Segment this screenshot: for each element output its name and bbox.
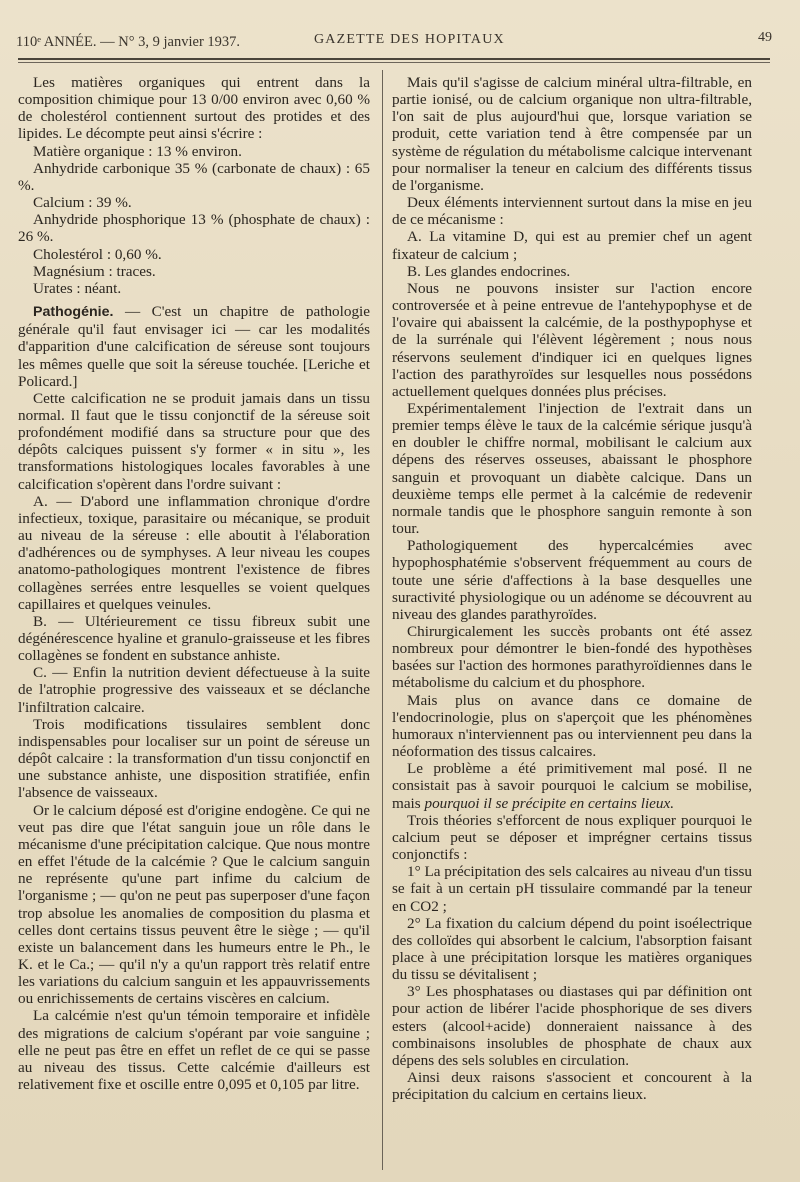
section-text: — C'est un chapitre de pathologie générale qu'il faut envisager ici — car les modalités d'apparition d'une calcification de séreuse sont toujours les mêmes quelle que soit la séreuse touchée. [Leriche et Policard.]	[18, 303, 370, 390]
paragraph: Mais plus on avance dans ce domaine de l'endocrinologie, plus on s'aperçoit que les phénomènes humoraux n'interviennent pas ou interviennent peu dans la néoformation des tissus calcaires.	[392, 691, 752, 761]
paragraph	[392, 760, 752, 811]
journal-title: GAZETTE DES HOPITAUX	[314, 32, 505, 47]
list-item: Matière organique : 13 % environ.	[33, 142, 242, 160]
paragraph: A. — D'abord une inflammation chronique d'ordre infectieux, toxique, parasitaire ou mécanique, se produit au niveau de la séreuse : elle aboutit à l'élaboration d'adhérences ou de symphyses. A leur niveau les coupes anatomo-pathologiques montrent l'existence de fibres collagènes serrées entre lesquelles se voient quelques capillaires et quelques veinules.	[18, 492, 370, 613]
paragraph: Deux éléments interviennent surtout dans la mise en jeu de ce mécanisme :	[392, 194, 752, 229]
paragraph: Ainsi deux raisons s'associent et concourent à la précipitation du calcium en certains lieux.	[392, 1069, 752, 1104]
paragraph: Expérimentalement l'injection de l'extrait dans un premier temps élève le taux de la calcémie sérique jusqu'à en doubler le chiffre normal, mobilisant le calcium aux dépens des réserves osseuses, abaissant le phosphore sanguin et provoquant un diabète calcique. Dans un deuxième temps elle permet à la calcémie de redevenir normale tandis que le phosphore sanguin remonte à son tour.	[392, 399, 752, 538]
issue-info: 110ᵉ ANNÉE. — N° 3, 9 janvier 1937.	[16, 34, 241, 50]
paragraph: Nous ne pouvons insister sur l'action encore controversée et à peine entrevue de l'antehypophyse et de l'ovaire qui abaissent la calcémie, de la posthypophyse et de la surrénale qui l'élèvent légèrement ; nous nous réservons seulement d'indiquer ici en quelques lignes l'action des parathyroïdes sur lesquelles nous possédons actuellement quelques données plus précises.	[392, 279, 752, 400]
paragraph: Cette calcification ne se produit jamais dans un tissu normal. Il faut que le tissu conjonctif de la séreuse soit profondément modifié dans sa structure pour que des dépôts calciques puissent s'y former « in situ », les transformations histologiques locales favorables à une calcification s'opèrent dans l'ordre suivant :	[18, 389, 370, 493]
paragraph: Chirurgicalement les succès probants ont été assez nombreux pour démontrer le bien-fondé des hypothèses basées sur l'action des hormones parathyroïdiennes dans le métabolisme du calcium et du phosphore.	[392, 623, 752, 692]
list-item: Anhydride phosphorique 13 % (phosphate de chaux) : 26 %.	[18, 211, 370, 246]
paragraph: Trois théories s'efforcent de nous expliquer pourquoi le calcium peut se déposer et imprégner certains tissus conjonctifs :	[392, 811, 752, 864]
section-title: Pathogénie.	[33, 304, 114, 321]
text-run: Le problème a été primitivement mal posé. Il ne consistait pas à savoir pourquoi le calcium se mobilise, mais	[392, 760, 752, 812]
theory-item: 3° Les phosphatases ou diastases qui par définition ont pour action de libérer l'acide phosphorique de ses divers esters (alcool+acide) donneraient naissance à des combinaisons insolubles de phosphate de chaux aux dépens des sels solubles en circulation.	[392, 983, 752, 1069]
paragraph: Mais qu'il s'agisse de calcium minéral ultra-filtrable, en partie ionisé, ou de calcium organique non ultra-filtrable, l'on sait de plus aujourd'hui que, lorsque variation se produit, cette variation tend à être compensée par un système de régulation du métabolisme calcique intervenant pour normaliser la teneur en calcium des différents tissus de l'organisme.	[392, 74, 752, 194]
right-column	[392, 74, 752, 1103]
paragraph: B. Les glandes endocrines.	[407, 262, 571, 280]
page-number: 49	[758, 30, 772, 45]
italic-text: pourquoi il se précipite en certains lieux.	[424, 794, 675, 812]
paragraph: Les matières organiques qui entrent dans la composition chimique pour 13 0/00 environ avec 0,60 % de cholestérol contiennent surtout des protides et des lipides. Le décompte peut ainsi s'écrire :	[18, 74, 370, 143]
list-item: Anhydride carbonique 35 % (carbonate de chaux) : 65 %.	[18, 159, 370, 194]
paragraph: Or le calcium déposé est d'origine endogène. Ce qui ne veut pas dire que l'état sanguin joue un rôle dans le mécanisme d'une précipitation calcique. Que nous montre en effet l'étude de la calcémie ? Que le calcium sanguin ne représente qu'une part infime du calcium de l'organisme ; — qu'on ne peut pas superposer d'une façon trop absolue les anomalies de composition du plasma et celles dont certains tissus peuvent être le siège ; — qu'il existe un balancement dans les humeurs entre le Ph., le K. et le Ca.; — qu'il n'y a qu'un rapport très relatif entre les variations du calcium sanguin et les appauvrissements ou enrichissements de certains viscères en calcium.	[18, 801, 370, 1008]
paragraph: La calcémie n'est qu'un témoin temporaire et infidèle des migrations de calcium s'opérant par voie sanguine ; elle ne peut pas être en effet un reflet de ce qui se passe au niveau des tissus. Cette calcémie d'ailleurs est relativement fixe et oscille entre 0,095 et 0,105 par litre.	[18, 1007, 370, 1094]
paragraph: B. — Ultérieurement ce tissu fibreux subit une dégénérescence hyaline et granulo-graisseuse et les fibres collagènes se fondent en substance anhiste.	[18, 612, 370, 665]
pathogenie-paragraph	[18, 303, 370, 390]
left-column	[18, 74, 370, 1093]
paragraph: Trois modifications tissulaires semblent donc indispensables pour localiser sur un point de séreuse un dépôt calcaire : la transformation d'un tissu conjonctif en une substance anhiste, une disposition stratifiée, enfin l'absence de vaisseaux.	[18, 715, 370, 802]
theory-item: 1° La précipitation des sels calcaires au niveau d'un tissu se fait à un certain pH tissulaire commandé par la teneur en CO2 ;	[392, 863, 752, 915]
paragraph: C. — Enfin la nutrition devient défectueuse à la suite de l'atrophie progressive des vaisseaux et se déclanche l'infiltration calcaire.	[18, 664, 370, 716]
list-item: Urates : néant.	[33, 279, 122, 297]
header-rule	[18, 58, 770, 63]
theory-item: 2° La fixation du calcium dépend du point isoélectrique des colloïdes qui absorbent le calcium, l'absorption faisant place à une précipitation lorsque les matières organiques du tissu se dévitalisent ;	[392, 914, 752, 984]
paragraph: A. La vitamine D, qui est au premier chef un agent fixateur de calcium ;	[392, 228, 752, 263]
list-item: Cholestérol : 0,60 %.	[33, 245, 162, 263]
paragraph: Pathologiquement des hypercalcémies avec hypophosphatémie s'observent fréquemment au cours de toute une série d'affections à la base desquelles une suractivité physiologique ou un adénome se découvrent au niveau des glandes parathyroïdes.	[392, 537, 752, 623]
list-item: Calcium : 39 %.	[33, 194, 132, 212]
page-header	[16, 30, 772, 56]
column-divider	[382, 70, 383, 1170]
list-item: Magnésium : traces.	[33, 262, 156, 280]
